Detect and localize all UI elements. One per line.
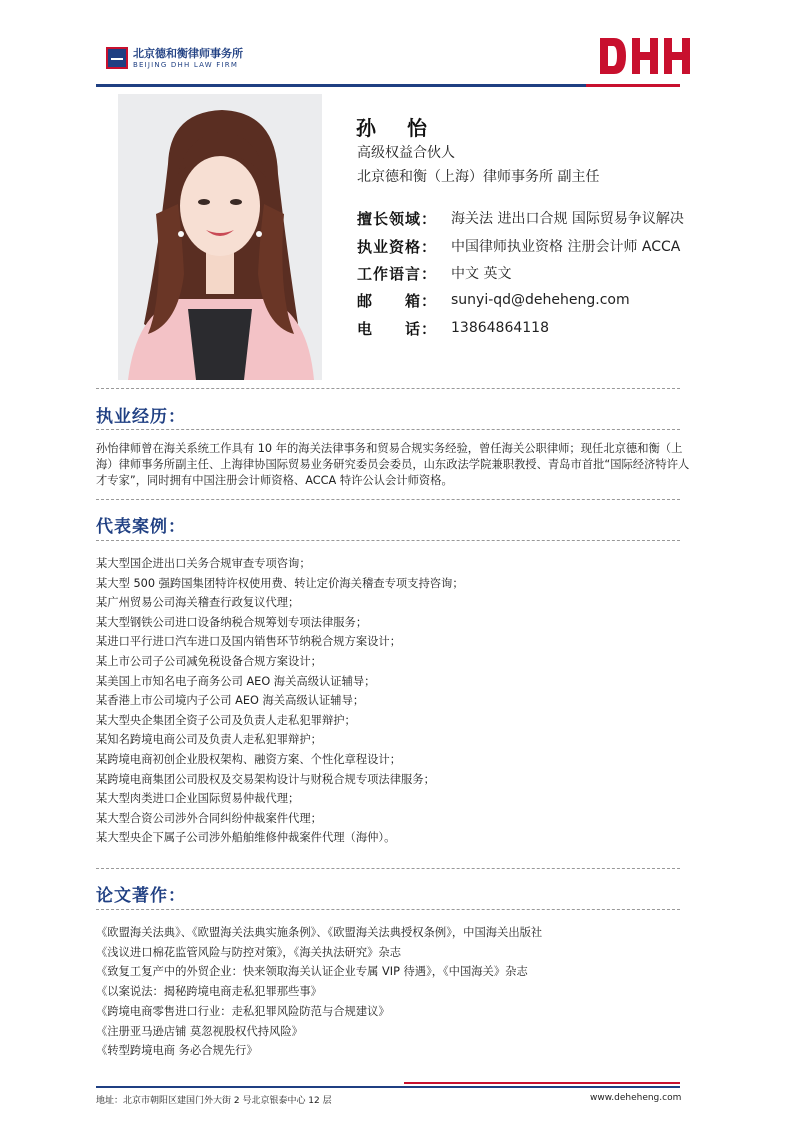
info-label: 工作语言： [357,264,438,283]
list-item: 某美国上市知名电子商务公司 AEO 海关高级认证辅导； [96,674,376,688]
papers-list [96,923,686,1061]
list-item: 某知名跨境电商公司及负责人走私犯罪辩护； [96,733,322,747]
section-divider [96,540,680,541]
section-divider [96,909,680,910]
portrait-photo [118,94,322,380]
section-title-cases: 代表案例： [96,517,186,537]
list-item: 某上市公司子公司减免税设备合规方案设计； [96,654,322,668]
list-item: 某广州贸易公司海关稽查行政复议代理； [96,596,300,610]
section-divider [96,499,680,500]
list-item: 某大型 500 强跨国集团特许权使用费、转让定价海关稽查专项支持咨询； [96,576,464,590]
footer-divider-accent [404,1082,680,1084]
header-divider-accent [586,84,680,87]
lawyer-office: 北京德和衡（上海）律师事务所 副主任 [357,169,600,185]
section-divider [96,388,680,389]
list-item: 《欧盟海关法典》、《欧盟海关法典实施条例》、《欧盟海关法典授权条例》，中国海关出版社 [96,926,543,939]
info-row-qualifications [357,235,680,257]
footer-address: 地址：北京市朝阳区建国门外大街 2 号北京银泰中心 12 层 [96,1096,332,1106]
list-item: 某大型肉类进口企业国际贸易仲裁代理； [96,792,300,806]
section-divider [96,868,680,869]
email-link[interactable]: sunyi-qd@deheheng.com [451,292,630,308]
phone-number: 13864864118 [451,320,549,336]
list-item: 《以案说法：揭秘跨境电商走私犯罪那些事》 [96,985,322,999]
info-label: 邮 箱： [357,291,438,310]
info-value: 中国律师执业资格 注册会计师 ACCA [451,239,681,255]
list-item: 某跨境电商集团公司股权及交易架构设计与财税合规专项法律服务； [96,772,435,786]
list-item: 某大型合资公司涉外合同纠纷仲裁案件代理； [96,811,322,825]
firm-brand [106,44,243,72]
section-title-papers: 论文著作： [96,886,186,906]
list-item: 某跨境电商初创企业股权架构、融资方案、个性化章程设计； [96,752,402,766]
lawyer-name: 孙 怡 [356,116,439,140]
firm-name-cn: 北京德和衡律师事务所 [133,46,243,60]
list-item: 《转型跨境电商 务必合规先行》 [96,1044,258,1058]
list-item: 某进口平行进口汽车进口及国内销售环节纳税合规方案设计； [96,635,402,649]
firm-emblem-icon [106,47,128,69]
section-divider [96,429,680,430]
list-item: 某香港上市公司境内子公司 AEO 海关高级认证辅导； [96,694,365,708]
lawyer-position: 高级权益合伙人 [357,145,455,161]
footer-website-link[interactable]: www.deheheng.com [590,1093,682,1103]
dhh-logo [598,36,694,76]
info-row-languages [357,262,511,284]
list-item: 《注册亚马逊店铺 莫忽视股权代持风险》 [96,1024,303,1038]
list-item: 某大型央企下属子公司涉外船舶维修仲裁案件代理（海仲）。 [96,831,396,845]
info-row-email [357,289,630,311]
list-item: 《致复工复产中的外贸企业：快来领取海关认证企业专属 VIP 待遇》，《中国海关》杂志 [96,965,528,979]
info-value: 海关法 进出口合规 国际贸易争议解决 [451,211,684,227]
list-item: 《浅议进口棉花监管风险与防控对策》，《海关执法研究》杂志 [96,945,402,959]
footer-divider [96,1086,680,1088]
list-item: 某大型国企进出口关务合规审查专项咨询； [96,557,311,570]
cases-list [96,554,686,848]
info-label: 执业资格： [357,237,438,256]
info-row-expertise [357,207,684,229]
firm-name-en: BEIJING DHH LAW FIRM [133,60,239,69]
info-label: 电 话： [357,319,438,338]
info-value: 中文 英文 [451,266,512,282]
info-row-phone [357,317,549,339]
list-item: 《跨境电商零售进口行业：走私犯罪风险防范与合规建议》 [96,1004,390,1018]
section-title-experience: 执业经历： [96,407,186,427]
list-item: 某大型央企集团全资子公司及负责人走私犯罪辩护； [96,713,356,727]
experience-text: 孙怡律师曾在海关系统工作具有 10 年的海关法律事务和贸易合规实务经验，曾任海关公职律师；现任北京德和衡（上海）律师事务所副主任、上海律协国际贸易业务研究委员会委员，山东政法学院兼职教授、青岛市首批“国际经济特许人才专家”，同时拥有中国注册会计师资格、ACCA 特许公认会计师资格。 [96,442,690,487]
list-item: 某大型钢铁公司进口设备纳税合规筹划专项法律服务； [96,615,368,629]
info-label: 擅长领域： [357,209,438,228]
